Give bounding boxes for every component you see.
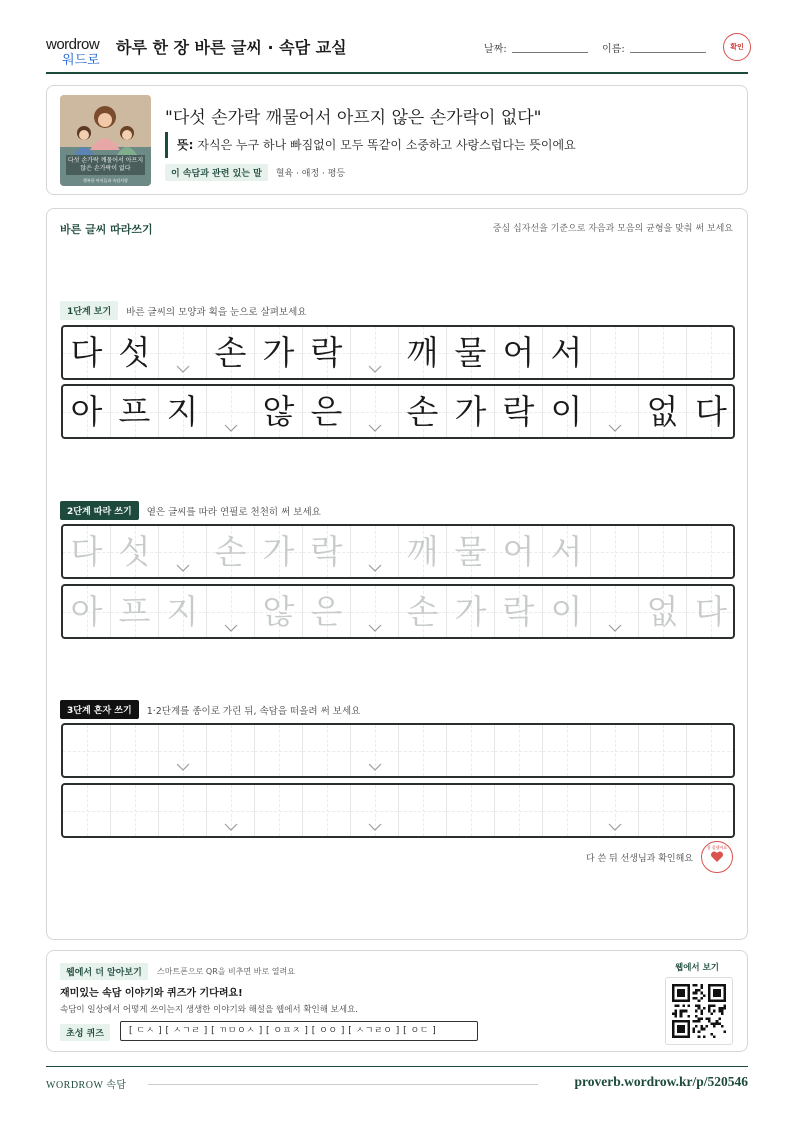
- grid-cell: [591, 725, 639, 776]
- grid-cell: [207, 586, 255, 637]
- grid-cell: [399, 327, 447, 378]
- grid-char: 가: [454, 392, 487, 431]
- grid-char: 프: [118, 392, 151, 431]
- step3-row2[interactable]: [61, 783, 735, 838]
- proverb-text: "다섯 손가락 깨물어서 아프지 않은 손가락이 없다": [165, 108, 542, 128]
- grid-cell: [543, 586, 591, 637]
- grid-char: 다: [70, 333, 103, 372]
- practice-hint: 중심 십자선을 기준으로 자음과 모음의 균형을 맞춰 써 보세요: [492, 224, 733, 234]
- grid-cell: [207, 386, 255, 437]
- grid-cell: [543, 386, 591, 437]
- grid-cell: [207, 725, 255, 776]
- page-footer: [46, 1066, 748, 1096]
- grid-char: 섯: [118, 333, 151, 372]
- grid-char: 서: [550, 532, 583, 571]
- grid-cell: [447, 526, 495, 577]
- grid-cell: [351, 725, 399, 776]
- grid-cell: [63, 526, 111, 577]
- space-mark-icon: [608, 823, 622, 831]
- web-hint: 스마트폰으로 QR을 비추면 바로 열려요: [157, 967, 295, 976]
- grid-cell: [159, 327, 207, 378]
- grid-char: 지: [166, 592, 199, 631]
- grid-cell: [687, 386, 735, 437]
- grid-cell: [591, 526, 639, 577]
- page-title: 하루 한 장 바른 글씨 · 속담 교실: [116, 38, 347, 57]
- space-mark-icon: [176, 365, 190, 373]
- grid-char: 손: [214, 532, 247, 571]
- grid-char: 아: [70, 392, 103, 431]
- page-header: [46, 30, 748, 74]
- space-mark-icon: [368, 624, 382, 632]
- grid-char: 깨: [406, 333, 439, 372]
- space-mark-icon: [224, 823, 238, 831]
- grid-cell: [207, 526, 255, 577]
- check-stamp: [723, 33, 751, 61]
- space-mark-icon: [224, 424, 238, 432]
- grid-char: 프: [118, 592, 151, 631]
- footer-brand: WORDROW 속담: [46, 1080, 127, 1091]
- step1-row1: [61, 325, 735, 380]
- grid-cell: [447, 327, 495, 378]
- grid-cell: [255, 586, 303, 637]
- grid-cell: [399, 725, 447, 776]
- grid-char: 없: [646, 592, 679, 631]
- space-mark-icon: [368, 823, 382, 831]
- footer-url[interactable]: proverb.wordrow.kr/p/520546: [574, 1074, 748, 1089]
- web-title: 재미있는 속담 이야기와 퀴즈가 기다려요!: [60, 988, 243, 999]
- grid-cell: [495, 725, 543, 776]
- space-mark-icon: [176, 564, 190, 572]
- grid-char: 은: [310, 392, 343, 431]
- step2-row2[interactable]: [61, 584, 735, 639]
- space-mark-icon: [176, 763, 190, 771]
- grid-cell: [399, 785, 447, 836]
- grid-char: 손: [406, 392, 439, 431]
- grid-cell: [63, 386, 111, 437]
- grid-cell: [351, 327, 399, 378]
- space-mark-icon: [608, 424, 622, 432]
- grid-cell: [687, 586, 735, 637]
- grid-cell: [303, 526, 351, 577]
- grid-cell: [399, 386, 447, 437]
- grid-cell: [687, 327, 735, 378]
- space-mark-icon: [368, 763, 382, 771]
- chosung-quiz: [ ㄷㅅ ] [ ㅅㄱㄹ ] [ ㄲㅁㅇㅅ ] [ ㅇㅍㅈ ] [ ㅇㅇ ] [ ㅅㄱㄹㅇ ] [ ㅇㄷ ]: [120, 1021, 478, 1041]
- grid-cell: [447, 386, 495, 437]
- grid-char: 손: [406, 592, 439, 631]
- grid-cell: [303, 785, 351, 836]
- grid-cell: [447, 586, 495, 637]
- grid-cell: [495, 526, 543, 577]
- grid-cell: [255, 725, 303, 776]
- illustration-footer: 행복한 아이들과 속담사랑: [82, 178, 129, 183]
- grid-cell: [639, 327, 687, 378]
- space-mark-icon: [608, 624, 622, 632]
- step3-badge: 3단계 혼자 쓰기: [60, 700, 139, 719]
- practice-card: [46, 208, 748, 940]
- web-card: [46, 950, 748, 1052]
- grid-char: 락: [502, 392, 535, 431]
- grid-char: 어: [502, 333, 535, 372]
- grid-cell: [399, 526, 447, 577]
- grid-cell: [687, 725, 735, 776]
- step2-badge: 2단계 따라 쓰기: [60, 501, 139, 520]
- footer-divider: [148, 1084, 538, 1085]
- grid-cell: [63, 785, 111, 836]
- done-text: 다 쓴 뒤 선생님과 확인해요: [585, 854, 693, 864]
- grid-char: 어: [502, 532, 535, 571]
- grid-cell: [639, 586, 687, 637]
- grid-char: 없: [646, 392, 679, 431]
- grid-char: 가: [454, 592, 487, 631]
- grid-char: 다: [695, 592, 727, 631]
- grid-char: 않: [262, 592, 295, 631]
- grid-char: 락: [502, 592, 535, 631]
- grid-char: 다: [70, 532, 103, 571]
- grid-cell: [639, 785, 687, 836]
- grid-char: 락: [310, 333, 343, 372]
- grid-cell: [111, 526, 159, 577]
- grid-cell: [495, 785, 543, 836]
- grid-cell: [303, 725, 351, 776]
- grid-cell: [543, 785, 591, 836]
- grid-cell: [639, 725, 687, 776]
- step3-header: [60, 700, 360, 719]
- grid-cell: [111, 785, 159, 836]
- good-job-text: 참 잘했어요: [706, 845, 728, 850]
- grid-char: 않: [262, 392, 295, 431]
- web-desc: 속담이 일상에서 어떻게 쓰이는지 생생한 이야기와 해설을 웹에서 확인해 보세요.: [60, 1005, 358, 1015]
- grid-cell: [111, 327, 159, 378]
- grid-cell: [111, 386, 159, 437]
- grid-cell: [399, 586, 447, 637]
- space-mark-icon: [224, 624, 238, 632]
- grid-char: 아: [70, 592, 103, 631]
- qr-label: 웹에서 보기: [674, 963, 719, 973]
- grid-cell: [159, 526, 207, 577]
- grid-cell: [687, 785, 735, 836]
- step2-hint: 옅은 글씨를 따라 연필로 천천히 써 보세요: [146, 506, 321, 518]
- step2-row1[interactable]: [61, 524, 735, 579]
- grid-char: 가: [262, 532, 295, 571]
- grid-cell: [255, 327, 303, 378]
- grid-cell: [351, 386, 399, 437]
- grid-cell: [591, 386, 639, 437]
- step1-badge: 1단계 보기: [60, 301, 118, 320]
- grid-cell: [351, 785, 399, 836]
- related-words: [165, 164, 345, 181]
- web-badge: 웹에서 더 알아보기: [60, 963, 148, 980]
- grid-cell: [543, 327, 591, 378]
- proverb-illustration: [60, 95, 151, 186]
- grid-cell: [303, 586, 351, 637]
- step1-hint: 바른 글씨의 모양과 획을 눈으로 살펴보세요: [126, 306, 307, 318]
- grid-cell: [639, 386, 687, 437]
- grid-char: 가: [262, 333, 295, 372]
- grid-cell: [543, 526, 591, 577]
- step3-row1[interactable]: [61, 723, 735, 778]
- grid-cell: [255, 785, 303, 836]
- related-text: 혈육 · 애정 · 평등: [275, 169, 346, 179]
- grid-cell: [255, 386, 303, 437]
- date-label: 날짜:: [484, 44, 507, 55]
- grid-cell: [207, 327, 255, 378]
- grid-char: 서: [550, 333, 583, 372]
- proverb-meaning: [165, 132, 576, 158]
- grid-cell: [159, 386, 207, 437]
- grid-cell: [495, 327, 543, 378]
- grid-cell: [591, 586, 639, 637]
- space-mark-icon: [368, 365, 382, 373]
- grid-char: 다: [695, 392, 727, 431]
- grid-cell: [351, 526, 399, 577]
- grid-cell: [447, 725, 495, 776]
- name-label: 이름:: [602, 44, 625, 55]
- quiz-badge: 초성 퀴즈: [60, 1024, 110, 1041]
- practice-title: 바른 글씨 따라쓰기: [60, 223, 153, 236]
- grid-char: 락: [310, 532, 343, 571]
- related-badge: 이 속담과 관련 있는 말: [165, 164, 268, 181]
- grid-cell: [543, 725, 591, 776]
- grid-cell: [591, 327, 639, 378]
- space-mark-icon: [368, 424, 382, 432]
- grid-cell: [159, 725, 207, 776]
- step1-row2: [61, 384, 735, 439]
- grid-cell: [447, 785, 495, 836]
- qr-code[interactable]: [665, 977, 733, 1045]
- grid-cell: [255, 526, 303, 577]
- grid-cell: [591, 785, 639, 836]
- space-mark-icon: [368, 564, 382, 572]
- proverb-card: [46, 85, 748, 195]
- meaning-label: 뜻:: [177, 138, 194, 152]
- grid-cell: [63, 586, 111, 637]
- grid-cell: [207, 785, 255, 836]
- step2-header: [60, 501, 321, 520]
- logo-subtext: 워드로: [62, 52, 100, 67]
- grid-cell: [63, 327, 111, 378]
- date-field[interactable]: [512, 52, 588, 53]
- grid-cell: [495, 386, 543, 437]
- grid-char: 은: [310, 592, 343, 631]
- grid-cell: [303, 327, 351, 378]
- step1-header: [60, 301, 306, 320]
- grid-cell: [351, 586, 399, 637]
- grid-char: 이: [550, 592, 583, 631]
- grid-cell: [495, 586, 543, 637]
- grid-cell: [159, 785, 207, 836]
- stamp-text: 확인: [730, 43, 744, 51]
- step3-hint: 1·2단계를 종이로 가린 뒤, 속담을 떠올려 써 보세요: [146, 705, 361, 717]
- grid-char: 물: [454, 333, 487, 372]
- grid-cell: [639, 526, 687, 577]
- grid-cell: [111, 725, 159, 776]
- grid-cell: [111, 586, 159, 637]
- grid-char: 물: [454, 532, 487, 571]
- illustration-caption: 다섯 손가락 깨물어서 아프지 않은 손가락이 없다: [67, 157, 144, 172]
- grid-char: 깨: [406, 532, 439, 571]
- wordrow-logo: [46, 36, 108, 67]
- grid-char: 손: [214, 333, 247, 372]
- meaning-text: 자식은 누구 하나 빠짐없이 모두 똑같이 소중하고 사랑스럽다는 뜻이에요: [197, 138, 576, 152]
- grid-cell: [159, 586, 207, 637]
- good-job-stamp: [701, 841, 733, 873]
- heart-icon: [710, 851, 724, 863]
- grid-char: 이: [550, 392, 583, 431]
- grid-cell: [687, 526, 735, 577]
- name-field[interactable]: [630, 52, 706, 53]
- grid-cell: [63, 725, 111, 776]
- logo-text: wordrow: [46, 36, 100, 53]
- grid-char: 섯: [118, 532, 151, 571]
- qr-code-icon: [672, 984, 726, 1038]
- grid-cell: [303, 386, 351, 437]
- grid-char: 지: [166, 392, 199, 431]
